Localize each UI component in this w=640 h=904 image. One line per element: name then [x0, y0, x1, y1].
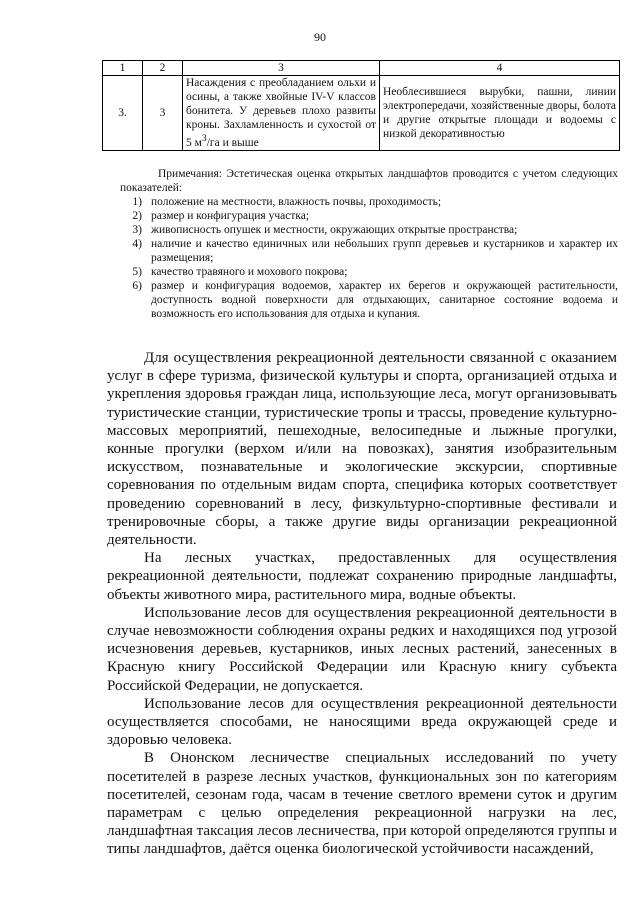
body-text	[107, 349, 617, 859]
table-header-cell: 3	[183, 61, 380, 76]
list-item	[120, 223, 618, 237]
list-item-text: размер и конфигурация водоемов, характер их берегов и окружающей растительности, доступность водной поверхности для отдыхающих, санитарное состояние водоема и возможность его использования для отдыха и купания.	[151, 280, 618, 320]
list-item-number: 4)	[132, 238, 142, 250]
notes-section	[120, 167, 618, 321]
table-header-cell: 1	[103, 61, 143, 76]
list-item-text: наличие и качество единичных или небольших групп деревьев и кустарников и характер их размещения;	[151, 238, 618, 264]
list-item-text: размер и конфигурация участка;	[151, 210, 310, 222]
table-cell-class: 3	[143, 76, 183, 151]
paragraph: Использование лесов для осуществления рекреационной деятельности осуществляется способами, не наносящими вреда окружающей среде и здоровью человека.	[107, 695, 617, 749]
paragraph: Использование лесов для осуществления рекреационной деятельности в случае невозможности соблюдения охраны редких и находящихся под угрозой исчезновения деревьев, кустарников, иных лесных растений, занесенных в Красную книгу Российской Федерации или Красную книгу субъекта Российской Федерации, не допускается.	[107, 604, 617, 694]
table-header-row	[103, 61, 620, 76]
list-item-number: 3)	[132, 224, 142, 236]
notes-intro: Примечания: Эстетическая оценка открытых ландшафтов проводится с учетом следующих показателей:	[120, 168, 618, 194]
notes-list	[120, 195, 618, 321]
table-header-cell: 4	[380, 61, 620, 76]
description-tail: /га и выше	[206, 136, 259, 149]
list-item-number: 2)	[132, 210, 142, 222]
list-item	[120, 265, 618, 279]
list-item	[120, 237, 618, 265]
table-header-cell: 2	[143, 61, 183, 76]
list-item-number: 5)	[132, 266, 142, 278]
list-item-text: качество травяного и мохового покрова;	[151, 266, 348, 278]
list-item	[120, 279, 618, 321]
landscape-table	[102, 60, 620, 151]
list-item-text: живописность опушек и местности, окружающих открытые пространства;	[151, 224, 518, 236]
paragraph: На лесных участках, предоставленных для осуществления рекреационной деятельности, подлежат сохранению природные ландшафты, объекты животного мира, растительного мира, водные объекты.	[107, 550, 617, 603]
list-item	[120, 195, 618, 209]
superscript: 3	[201, 133, 207, 144]
page-number: 90	[314, 30, 326, 44]
table-cell-number: 3.	[103, 76, 143, 151]
list-item-number: 6)	[132, 280, 142, 292]
table-row	[103, 76, 620, 151]
table-cell-description	[183, 76, 380, 151]
list-item	[120, 209, 618, 223]
table-cell-landscapes: Необлесившиеся вырубки, пашни, линии электропередачи, хозяйственные дворы, болота и другие открытые площади и водоемы с низкой декоративностью	[380, 76, 620, 151]
list-item-number: 1)	[132, 196, 142, 208]
list-item-text: положение на местности, влажность почвы, проходимость;	[151, 196, 442, 208]
paragraph: Для осуществления рекреационной деятельности связанной с оказанием услуг в сфере туризма, физической культуры и спорта, организацией отдыха и укрепления здоровья граждан лица, использующие леса, могут организовывать туристические станции, туристические тропы и трассы, проведение культурно-массовых мероприятий, пешеходные, велосипедные и лыжные прогулки, конные прогулки (верхом и/или на повозках), занятия изобразительным искусством, познавательные и экологические экскурсии, спортивные соревнования по отдельным видам спорта, специфика которых соответствует проведению соревнований в лесу, физкультурно-спортивные фестивали и тренировочные сборы, а также другие виды организации рекреационной деятельности.	[107, 350, 617, 549]
paragraph: В Ононском лесничестве специальных исследований по учету посетителей в разрезе лесных участков, функциональных зон по категориям посетителей, сезонам года, часам в течение светлого времени суток и другим параметрам с целью определения рекреационной нагрузки на лес, ландшафтная таксация лесов лесничества, при которой определяются группы и типы ландшафтов, даётся оценка биологической устойчивости насаждений,	[107, 750, 617, 858]
description-text: Насаждения с преобладанием ольхи и осины, а также хвойные IV-V классов бонитета. У деревьев плохо развиты кроны. Захламленность и сухостой от 5 м	[186, 77, 376, 149]
